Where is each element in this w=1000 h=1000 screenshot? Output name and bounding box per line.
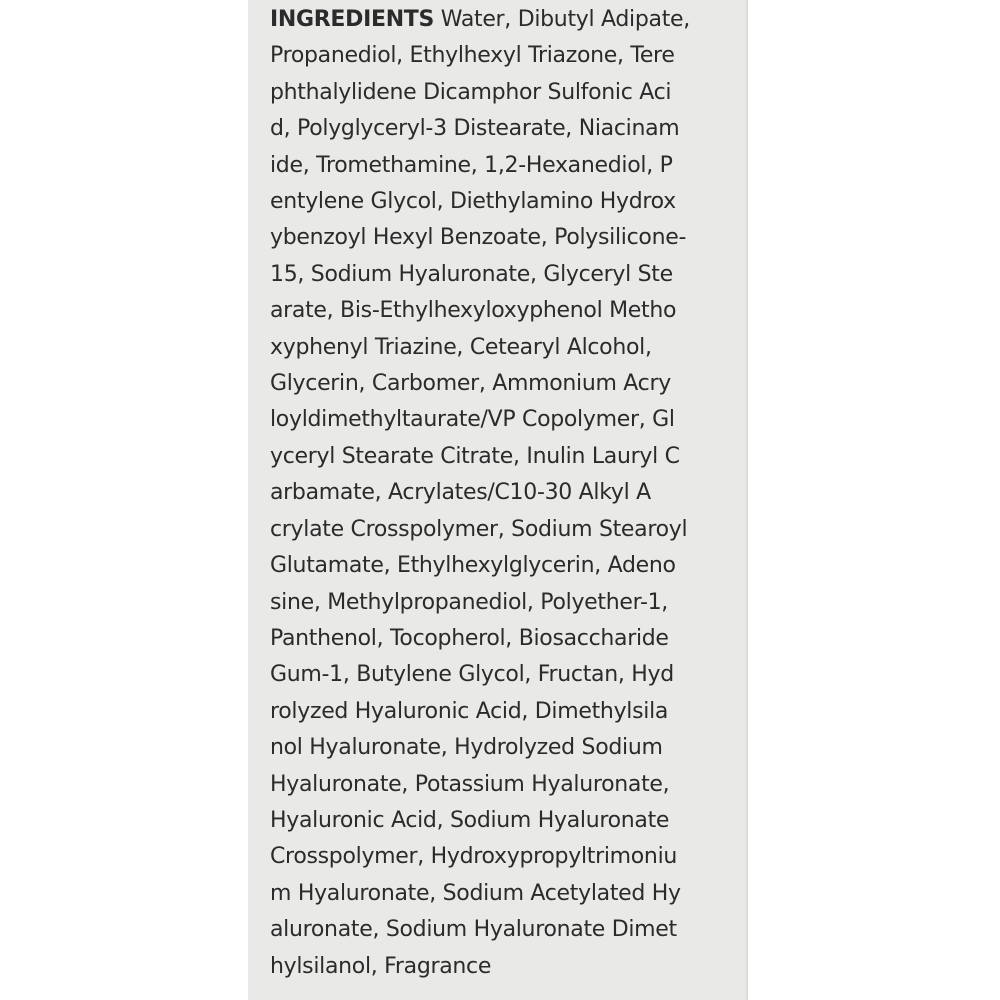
ingredients-line: ide, Tromethamine, 1,2-Hexanediol, P: [270, 152, 673, 178]
ingredients-line: crylate Crosspolymer, Sodium Stearoyl: [270, 516, 688, 542]
ingredients-label: [270, 2, 740, 985]
ingredients-line: Hyaluronic Acid, Sodium Hyaluronate: [270, 807, 670, 833]
ingredients-line: arbamate, Acrylates/C10-30 Alkyl A: [270, 480, 651, 506]
ingredients-line: arate, Bis-Ethylhexyloxyphenol Metho: [270, 298, 677, 324]
ingredients-line: rolyzed Hyaluronic Acid, Dimethylsila: [270, 698, 669, 724]
ingredients-line: loyldimethyltaurate/VP Copolymer, Gl: [270, 407, 675, 433]
ingredients-line: d, Polyglyceryl-3 Distearate, Niacinam: [270, 116, 680, 142]
ingredients-line: 15, Sodium Hyaluronate, Glyceryl Ste: [270, 261, 673, 287]
ingredients-line: hylsilanol, Fragrance: [270, 953, 492, 979]
ingredients-line: Hyaluronate, Potassium Hyaluronate,: [270, 771, 670, 797]
ingredients-first-line-text: Water, Dibutyl Adipate,: [434, 7, 690, 32]
ingredients-line: ybenzoyl Hexyl Benzoate, Polysilicone-: [270, 225, 687, 251]
ingredients-line: nol Hyaluronate, Hydrolyzed Sodium: [270, 735, 663, 761]
ingredients-line: phthalylidene Dicamphor Sulfonic Aci: [270, 79, 672, 105]
ingredients-line: Panthenol, Tocopherol, Biosaccharide: [270, 625, 669, 651]
panel-edge: [746, 0, 748, 1000]
ingredients-line: entylene Glycol, Diethylamino Hydrox: [270, 189, 676, 215]
ingredients-line: aluronate, Sodium Hyaluronate Dimet: [270, 917, 677, 943]
ingredients-line: m Hyaluronate, Sodium Acetylated Hy: [270, 880, 681, 906]
ingredients-first-line: [270, 2, 740, 38]
ingredients-line: Gum-1, Butylene Glycol, Fructan, Hyd: [270, 662, 674, 688]
ingredients-heading: INGREDIENTS: [270, 7, 435, 32]
ingredients-line: Glycerin, Carbomer, Ammonium Acry: [270, 371, 671, 397]
ingredients-line: Glutamate, Ethylhexylglycerin, Adeno: [270, 553, 676, 579]
ingredients-line: xyphenyl Triazine, Cetearyl Alcohol,: [270, 334, 652, 360]
ingredients-line: sine, Methylpropanediol, Polyether-1,: [270, 589, 668, 615]
ingredients-line: Crosspolymer, Hydroxypropyltrimoniu: [270, 844, 678, 870]
ingredients-line: yceryl Stearate Citrate, Inulin Lauryl C: [270, 443, 680, 469]
ingredients-line: Propanediol, Ethylhexyl Triazone, Tere: [270, 43, 675, 69]
